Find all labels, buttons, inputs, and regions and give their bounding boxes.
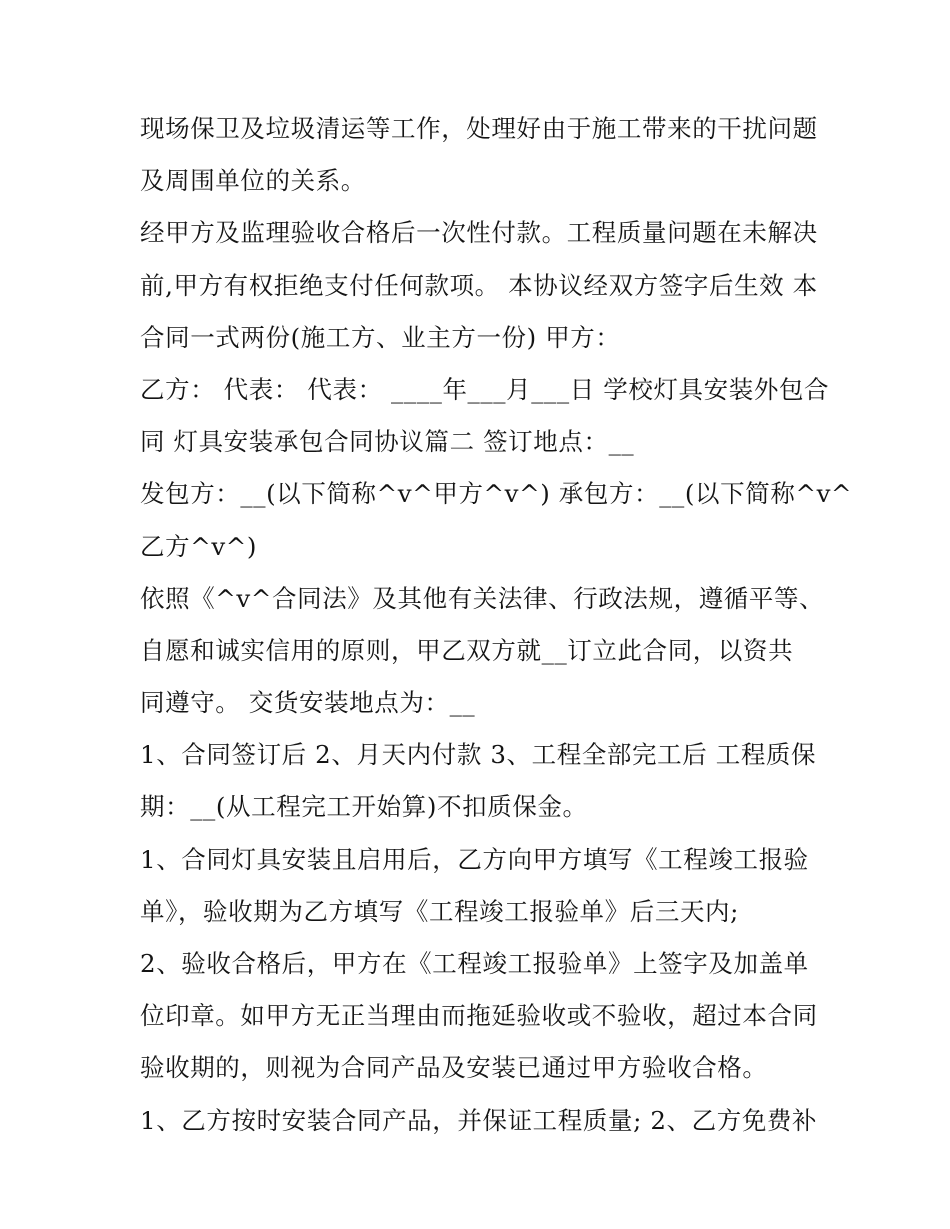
- text-line: 1、乙方按时安装合同产品，并保证工程质量; 2、乙方免费补: [140, 1105, 818, 1135]
- text-line: 合同一式两份(施工方、业主方一份) 甲方：: [140, 322, 621, 352]
- text-line: 1、合同签订后 2、月天内付款 3、工程全部完工后 工程质保: [140, 740, 817, 770]
- text-line: 同 灯具安装承包合同协议篇二 签订地点：__: [140, 427, 635, 457]
- text-line: 位印章。如甲方无正当理由而拖延验收或不验收，超过本合同: [140, 1001, 818, 1031]
- text-line: 同遵守。 交货安装地点为：__: [140, 688, 476, 718]
- text-line: 2、验收合格后，甲方在《工程竣工报验单》上签字及加盖单: [140, 949, 809, 978]
- text-line: 前,甲方有权拒绝支付任何款项。 本协议经双方签字后生效 本: [140, 270, 818, 300]
- text-line: 1、合同灯具安装且启用后，乙方向甲方填写《工程竣工报验: [140, 844, 809, 874]
- text-line: 经甲方及监理验收合格后一次性付款。工程质量问题在未解决: [140, 218, 818, 248]
- text-line: 现场保卫及垃圾清运等工作，处理好由于施工带来的干扰问题: [140, 114, 818, 143]
- text-line: 自愿和诚实信用的原则，甲乙双方就__订立此合同，以资共: [140, 635, 794, 665]
- document-body: [140, 103, 853, 1147]
- text-line: 期：__(从工程完工开始算)不扣质保金。: [140, 792, 588, 822]
- text-line: 乙方： 代表： 代表： ____年___月___日 学校灯具安装外包合: [140, 374, 830, 404]
- text-line: 发包方：__(以下简称^v^甲方^v^) 承包方：__(以下简称^v^: [140, 479, 853, 509]
- text-line: 单》，验收期为乙方填写《工程竣工报验单》后三天内;: [140, 896, 740, 926]
- text-line: 及周围单位的关系。: [140, 166, 366, 196]
- text-line: 验收期的，则视为合同产品及安装已通过甲方验收合格。: [140, 1053, 768, 1083]
- text-line: 乙方^v^): [140, 531, 258, 561]
- text-line: 依照《^v^合同法》及其他有关法律、行政法规，遵循平等、: [140, 583, 825, 613]
